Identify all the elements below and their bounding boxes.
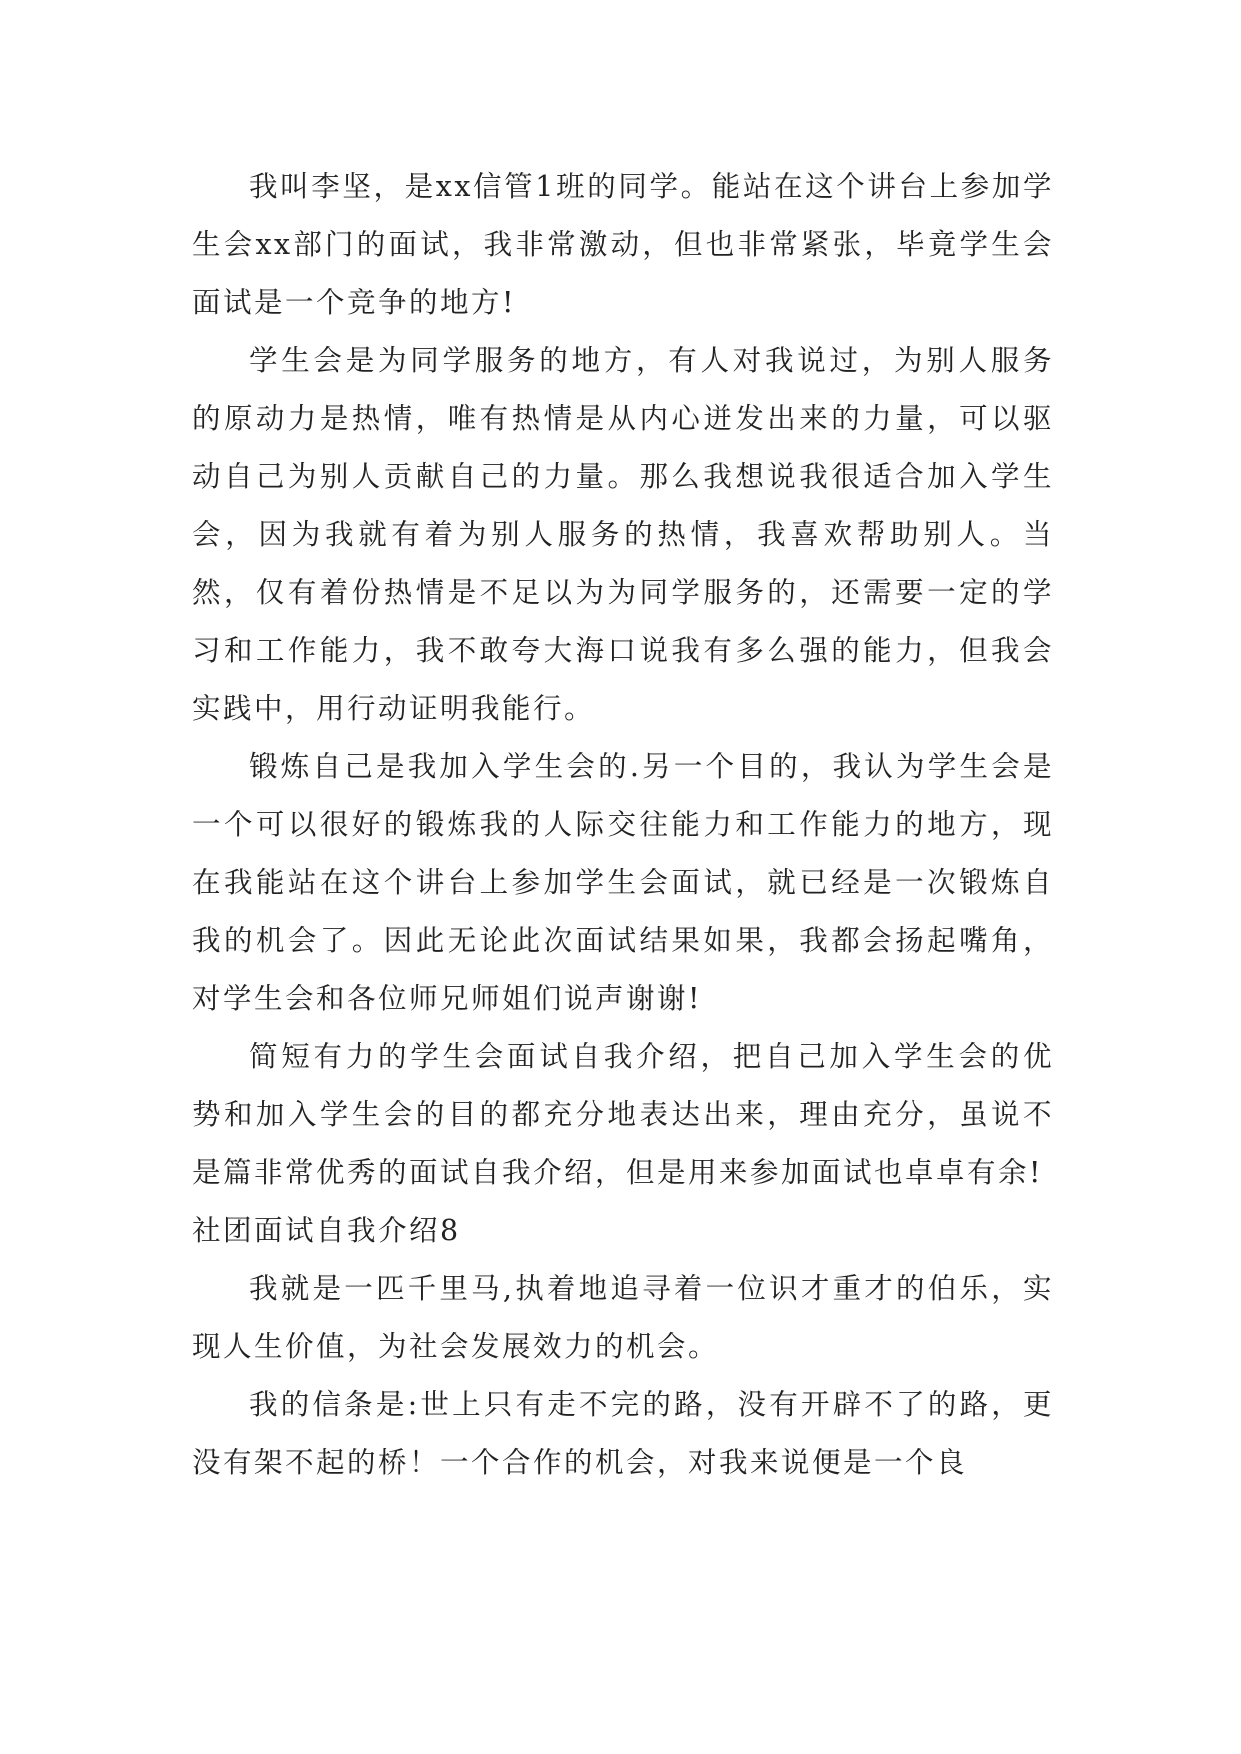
document-body bbox=[192, 158, 1054, 1492]
paragraph-2: 学生会是为同学服务的地方，有人对我说过，为别人服务的原动力是热情，唯有热情是从内心迸发出来的力量，可以驱动自己为别人贡献自己的力量。那么我想说我很适合加入学生会，因为我就有着为别人服务的热情，我喜欢帮助别人。当然，仅有着份热情是不足以为为同学服务的，还需要一定的学习和工作能力，我不敢夸大海口说我有多么强的能力，但我会实践中，用行动证明我能行。 bbox=[192, 344, 1054, 725]
paragraph-4: 简短有力的学生会面试自我介绍，把自己加入学生会的优势和加入学生会的目的都充分地表达出来，理由充分，虽说不是篇非常优秀的面试自我介绍，但是用来参加面试也卓卓有余! bbox=[192, 1040, 1054, 1189]
section-paragraph-2: 我的信条是:世上只有走不完的路，没有开辟不了的路，更没有架不起的桥！一个合作的机会，对我来说便是一个良 bbox=[192, 1388, 1054, 1479]
paragraph-1: 我叫李坚，是xx信管1班的同学。能站在这个讲台上参加学生会xx部门的面试，我非常激动，但也非常紧张，毕竟学生会面试是一个竞争的地方! bbox=[192, 170, 1054, 319]
section-heading: 社团面试自我介绍8 bbox=[192, 1214, 461, 1247]
paragraph-3: 锻炼自己是我加入学生会的.另一个目的，我认为学生会是一个可以很好的锻炼我的人际交往能力和工作能力的地方，现在我能站在这个讲台上参加学生会面试，就已经是一次锻炼自我的机会了。因此无论此次面试结果如果，我都会扬起嘴角，对学生会和各位师兄师姐们说声谢谢! bbox=[192, 750, 1054, 1015]
section-paragraph-1: 我就是一匹千里马,执着地追寻着一位识才重才的伯乐，实现人生价值，为社会发展效力的机会。 bbox=[192, 1272, 1054, 1363]
